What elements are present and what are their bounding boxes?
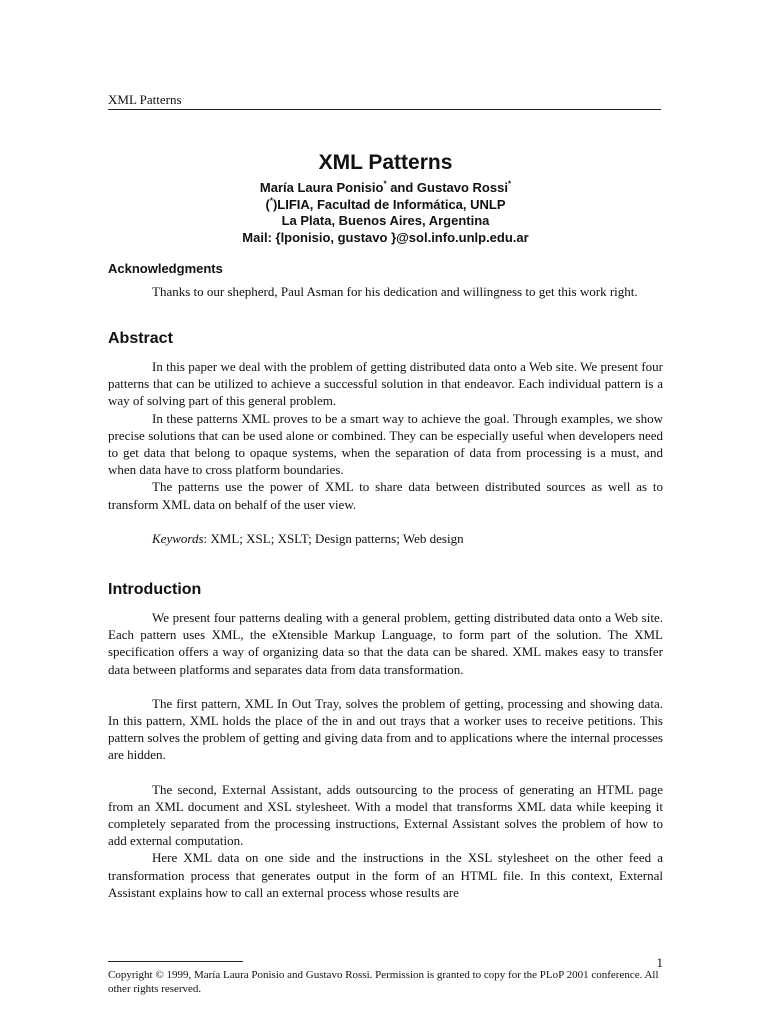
location-line: La Plata, Buenos Aires, Argentina (281, 213, 490, 229)
acknowledgments-heading: Acknowledgments (108, 261, 223, 276)
running-header: XML Patterns (108, 92, 182, 107)
introduction-paragraph-2: The first pattern, XML In Out Tray, solves the problem of getting, processing and showing data. In this pattern, XML holds the place of the in and out trays that a worker uses to receive petitions. This pattern solves the problem of getting and giving data from and to applications where the internal processes are hidden. (108, 695, 663, 763)
author-2-mark: * (507, 179, 512, 189)
abstract-heading: Abstract (108, 330, 173, 347)
footnote-rule (108, 961, 243, 962)
abstract-paragraph-1: In this paper we deal with the problem of getting distributed data onto a Web site. We present four patterns that can be utilized to achieve a successful solution in that endeavor. Each individual pattern is a way of solving part of this general problem. (108, 359, 663, 409)
introduction-paragraph-3: The second, External Assistant, adds outsourcing to the process of generating an HTML page from an XML document and XSL stylesheet. With a model that transforms XML data while keeping it completely separated from the processing instructions, External Assistant solves the problem of how to add external computation. (108, 781, 663, 849)
keywords-label: Keywords (152, 530, 204, 546)
mail-line: Mail: {lponisio, gustavo }@sol.info.unlp.edu.ar (242, 229, 529, 245)
header-rule (108, 109, 661, 110)
affiliation-line (108, 197, 663, 214)
acknowledgments-text: Thanks to our shepherd, Paul Asman for his dedication and willingness to get this work right. (152, 284, 638, 299)
author-1: María Laura Ponisio (259, 180, 384, 196)
introduction-heading: Introduction (108, 581, 202, 598)
author-2: and Gustavo Rossi (386, 180, 508, 196)
paper-title: XML Patterns (318, 151, 453, 174)
acknowledgments-section (108, 261, 663, 300)
keywords-line (108, 530, 663, 547)
affiliation-mark: * (269, 196, 273, 206)
paper-page (108, 0, 663, 1024)
affiliation-paren: ( (265, 196, 270, 212)
title-block (108, 150, 663, 246)
keywords-text: : XML; XSL; XSLT; Design patterns; Web design (203, 530, 464, 546)
authors-line (108, 180, 663, 197)
introduction-section (108, 581, 663, 901)
abstract-paragraph-2: In these patterns XML proves to be a smart way to achieve the goal. Through examples, we show precise solutions that can be used alone or combined. They can be especially useful when developers need to get data that belong to opaque systems, when the separation of data from processing is a must, and when data have to cross platform boundaries. (108, 410, 663, 478)
copyright-footnote: Copyright © 1999, María Laura Ponisio and Gustavo Rossi. Permission is granted to copy for the PLoP 2001 conference. All other rights reserved. (108, 969, 659, 995)
affiliation: )LIFIA, Facultad de Informática, UNLP (272, 196, 506, 212)
abstract-section (108, 330, 663, 547)
page-number: 1 (656, 955, 663, 970)
introduction-paragraph-1: We present four patterns dealing with a general problem, getting distributed data onto a Web site. Each pattern uses XML, the eXtensible Markup Language, to form part of the solution. The XML specification offers a way of organizing data so that the data can be shared. XML makes easy to transfer data between platforms and separates data from data transformation. (108, 610, 663, 677)
abstract-paragraph-3: The patterns use the power of XML to share data between distributed sources as well as to transform XML data on behalf of the user view. (108, 479, 663, 512)
introduction-paragraph-4: Here XML data on one side and the instructions in the XSL stylesheet on the other feed a transformation process that generates output in the form of an HTML file. In this context, External Assistant explains how to call an external process whose results are (108, 850, 663, 900)
author-1-mark: * (383, 179, 387, 189)
